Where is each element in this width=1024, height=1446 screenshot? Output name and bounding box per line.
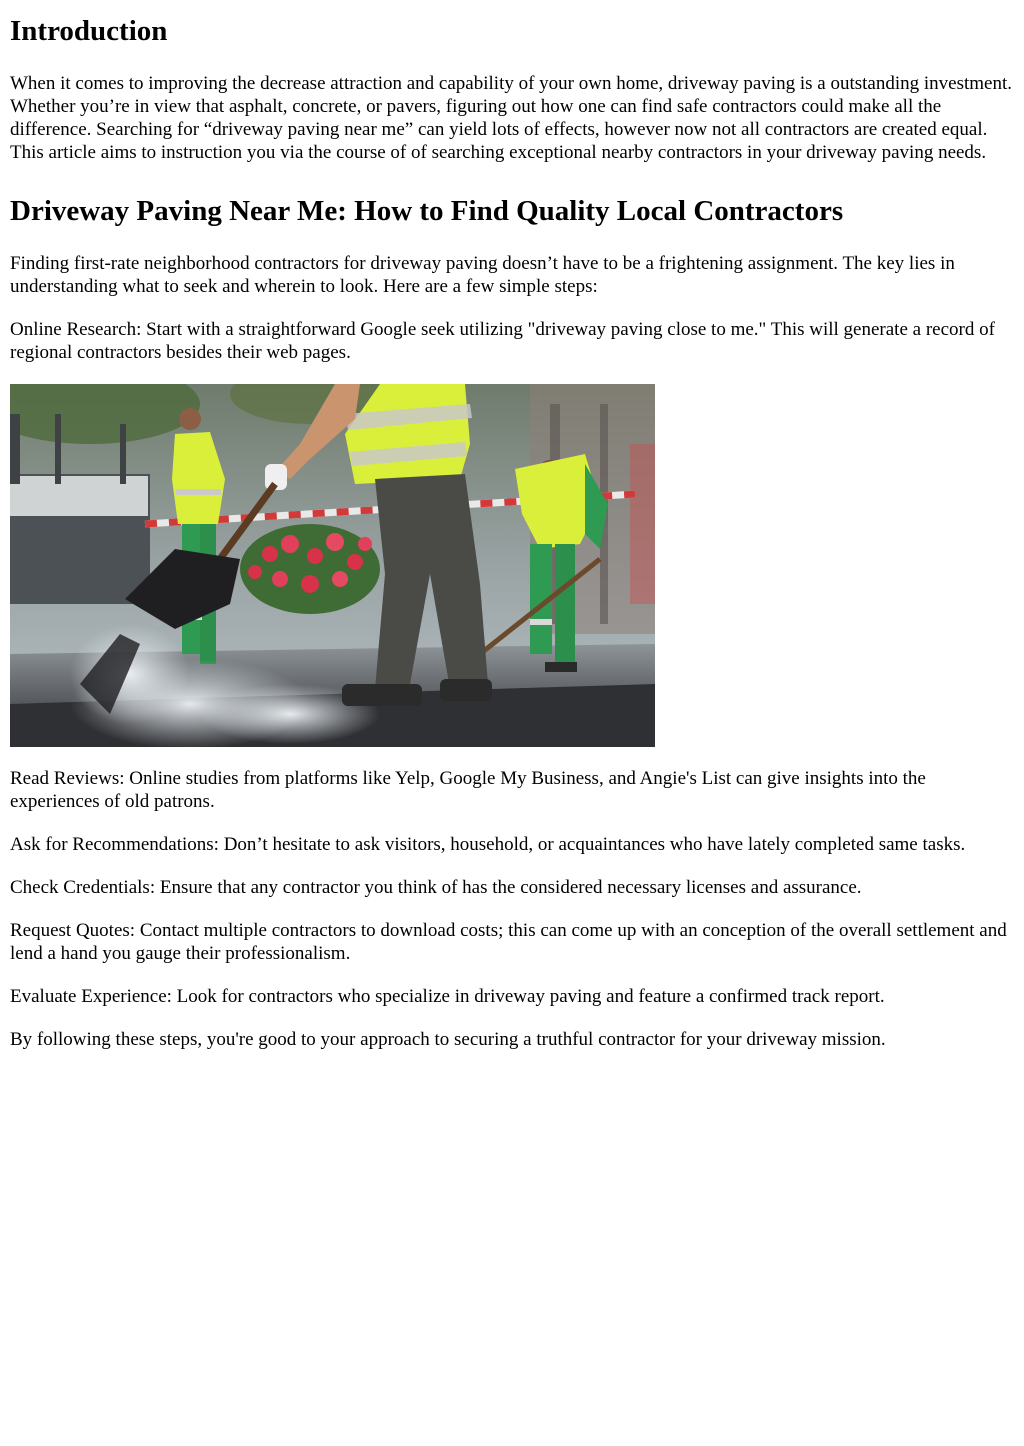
evaluate-experience-step: Evaluate Experience: Look for contractors who specialize in driveway paving and feature a confirmed track report. [10, 986, 885, 1007]
closing-paragraph: By following these steps, you're good to your approach to securing a truthful contractor for your driveway mission. [10, 1029, 886, 1050]
request-quotes-step: Request Quotes: Contact multiple contractors to download costs; this can come up with an conception of the overall settlement and lend a hand you gauge their professionalism. [10, 920, 1007, 964]
paving-workers-photo [10, 384, 655, 747]
online-research-step: Online Research: Start with a straightforward Google seek utilizing "driveway paving close to me." This will generate a record of regional contractors besides their web pages. [10, 319, 995, 363]
check-credentials-step: Check Credentials: Ensure that any contractor you think of has the considered necessary licenses and assurance. [10, 877, 862, 898]
read-reviews-step: Read Reviews: Online studies from platforms like Yelp, Google My Business, and Angie's List can give insights into the experiences of old patrons. [10, 768, 926, 812]
ask-recommendations-step: Ask for Recommendations: Don’t hesitate to ask visitors, household, or acquaintances who have lately completed same tasks. [10, 834, 966, 855]
intro-heading: Introduction [10, 15, 168, 47]
intro-paragraph: When it comes to improving the decrease attraction and capability of your own home, driveway paving is a outstanding investment. Whether you’re in view that asphalt, concrete, or pavers, figuring out how one can find safe contractors could make all the difference. Searching for “driveway paving near me” can yield lots of effects, however now not all contractors are created equal. This article aims to instruction you via the course of of searching exceptional nearby contractors in your driveway paving needs. [10, 73, 1012, 163]
section-lead: Finding first-rate neighborhood contractors for driveway paving doesn’t have to be a frightening assignment. The key lies in understanding what to seek and wherein to look. Here are a few simple steps: [10, 253, 955, 297]
section-heading: Driveway Paving Near Me: How to Find Quality Local Contractors [10, 195, 844, 227]
